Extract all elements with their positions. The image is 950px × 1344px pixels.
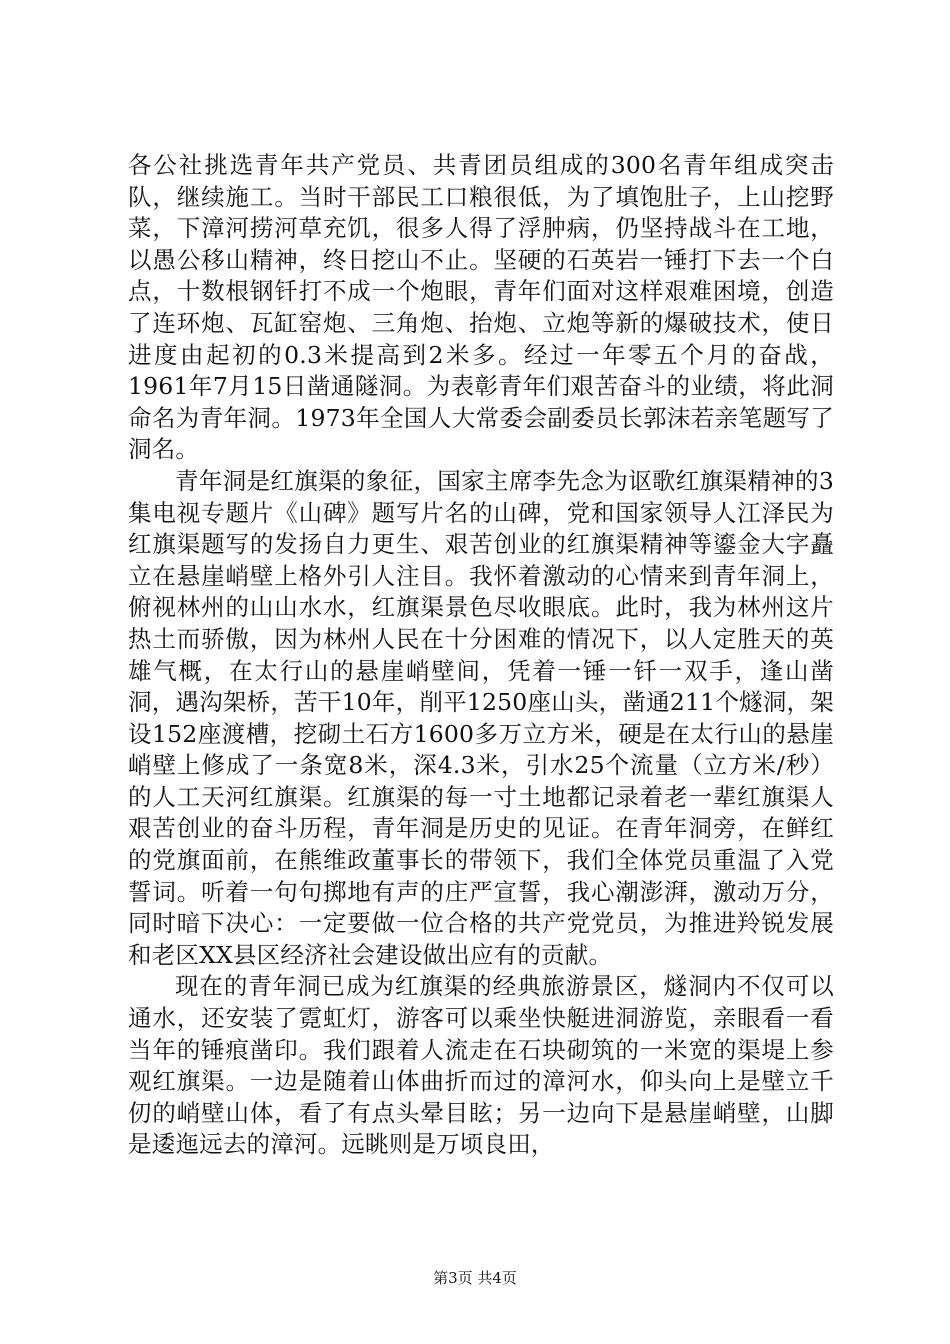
page-footer <box>0 1268 950 1288</box>
paragraph-youth-tunnel-symbol: 青年洞是红旗渠的象征，国家主席李先念为讴歌红旗渠精神的3集电视专题片《山碑》题写片名的山碑，党和国家领导人江泽民为红旗渠题写的发扬自力更生、艰苦创业的红旗渠精神等鎏金大字矗立在悬崖峭壁上格外引人注目。我怀着激动的心情来到青年洞上，俯视林州的山山水水，红旗渠景色尽收眼底。此时，我为林州这片热土而骄傲，因为林州人民在十分困难的情况下，以人定胜天的英雄气概，在太行山的悬崖峭壁间，凭着一锤一钎一双手，逢山凿洞，遇沟架桥，苦干10年，削平1250座山头，凿通211个燧洞，架设152座渡槽，挖砌土石方1600多万立方米，硬是在太行山的悬崖峭壁上修成了一条宽8米，深4.3米，引水25个流量（立方米/秒）的人工天河红旗渠。红旗渠的每一寸土地都记录着老一辈红旗渠人艰苦创业的奋斗历程，青年洞是历史的见证。在青年洞旁，在鲜红的党旗面前，在熊维政董事长的带领下，我们全体党员重温了入党誓词。听着一句句掷地有声的庄严宣誓，我心潮澎湃，激动万分，同时暗下决心：一定要做一位合格的共产党党员，为推进羚锐发展和老区XX县区经济社会建设做出应有的贡献。 <box>128 466 834 969</box>
document-body <box>128 150 834 1161</box>
paragraph-scenic-area: 现在的青年洞已成为红旗渠的经典旅游景区，燧洞内不仅可以通水，还安装了霓虹灯，游客可以乘坐快艇进洞游览，亲眼看一看当年的锤痕凿印。我们跟着人流走在石块砌筑的一米宽的渠堤上参观红旗渠。一边是随着山体曲折而过的漳河水，仰头向上是壁立千仞的峭壁山体，看了有点头晕目眩；另一边向下是悬崖峭壁，山脚是逶迤远去的漳河。远眺则是万顷良田， <box>128 972 834 1159</box>
page-number: 第3页 共4页 <box>433 1269 517 1287</box>
paragraph-continuation: 各公社挑选青年共产党员、共青团员组成的300名青年组成突击队，继续施工。当时干部民工口粮很低，为了填饱肚子，上山挖野菜，下漳河捞河草充饥，很多人得了浮肿病，仍坚持战斗在工地，以愚公移山精神，终日挖山不止。坚硬的石英岩一锤打下去一个白点，十数根钢钎打不成一个炮眼，青年们面对这样艰难困境，创造了连环炮、瓦缸窑炮、三角炮、抬炮、立炮等新的爆破技术，使日进度由起初的0.3米提高到2米多。经过一年零五个月的奋战，1961年7月15日凿通隧洞。为表彰青年们艰苦奋斗的业绩，将此洞命名为青年洞。1973年全国人大常委会副委员长郭沫若亲笔题写了洞名。 <box>128 151 834 464</box>
